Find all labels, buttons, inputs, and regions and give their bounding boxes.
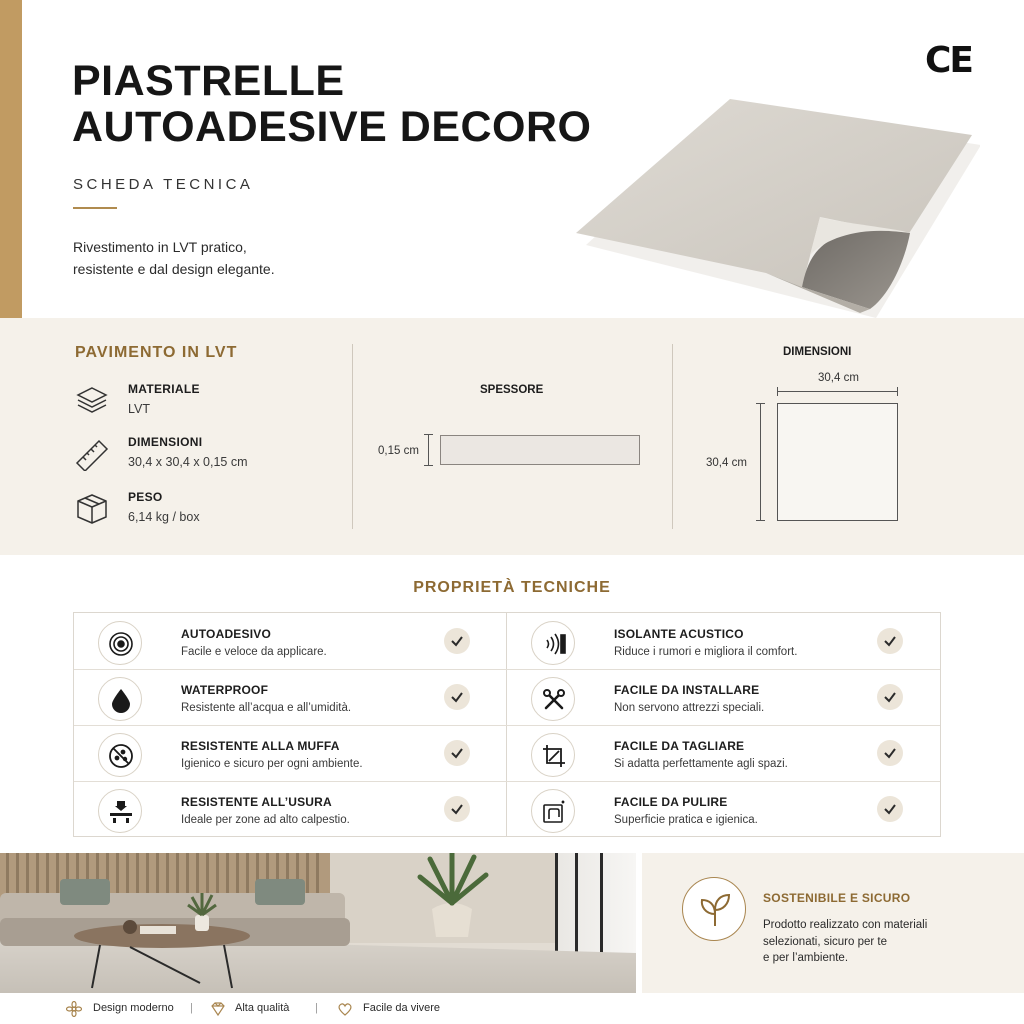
properties-title: PROPRIETÀ TECNICHE xyxy=(413,579,611,596)
ruler-icon xyxy=(75,437,109,471)
check-icon xyxy=(883,634,897,648)
property-check xyxy=(444,796,470,822)
property-item xyxy=(507,669,939,725)
living-room-illustration xyxy=(0,853,636,993)
property-name: RESISTENTE ALL’USURA xyxy=(181,795,332,809)
dimension-height-label: 30,4 cm xyxy=(706,457,747,469)
footer-separator: | xyxy=(190,1002,193,1014)
page-title xyxy=(72,58,592,150)
tile-product-illustration xyxy=(570,95,980,320)
property-desc: Si adatta perfettamente agli spazi. xyxy=(614,758,788,770)
interior-photo xyxy=(0,853,636,993)
property-item xyxy=(507,781,939,837)
wear-resistance-icon xyxy=(108,799,134,825)
property-check xyxy=(877,684,903,710)
property-desc: Ideale per zone ad alto calpestio. xyxy=(181,814,350,826)
width-cap-right xyxy=(897,387,898,396)
height-cap-bottom xyxy=(756,520,765,521)
spec-divider xyxy=(352,344,353,529)
property-icon-circle xyxy=(98,733,142,777)
check-icon xyxy=(450,746,464,760)
property-desc: Non servono attrezzi speciali. xyxy=(614,702,765,714)
spec-value: 30,4 x 30,4 x 0,15 cm xyxy=(128,455,248,469)
property-desc: Superficie pratica e igienica. xyxy=(614,814,758,826)
property-name: WATERPROOF xyxy=(181,683,269,697)
width-cap-left xyxy=(777,387,778,396)
dimensions-title: DIMENSIONI xyxy=(783,346,852,358)
property-item xyxy=(507,613,939,669)
accent-bar xyxy=(0,0,22,318)
eco-icon-circle xyxy=(682,877,746,941)
adhesive-target-icon xyxy=(108,631,134,657)
tile-square-drawing xyxy=(777,403,898,521)
crop-icon xyxy=(541,743,567,769)
height-cap-top xyxy=(756,403,765,404)
height-dimension-line xyxy=(760,403,761,521)
spec-divider xyxy=(672,344,673,529)
property-icon-circle xyxy=(531,789,575,833)
property-item xyxy=(74,781,506,837)
flower-icon xyxy=(66,1001,82,1017)
footer-item-living: Facile da vivere xyxy=(363,1002,441,1014)
property-desc: Facile e veloce da applicare. xyxy=(181,646,327,658)
spec-section xyxy=(0,318,1024,555)
check-icon xyxy=(883,802,897,816)
property-name: RESISTENTE ALLA MUFFA xyxy=(181,739,340,753)
dimension-width-label: 30,4 cm xyxy=(818,372,859,384)
footer-bar xyxy=(0,993,1024,1024)
thickness-profile-drawing xyxy=(440,435,640,465)
property-item xyxy=(507,725,939,781)
property-icon-circle xyxy=(531,733,575,777)
spec-material xyxy=(75,382,335,426)
thickness-title: SPESSORE xyxy=(480,384,544,396)
no-mold-icon xyxy=(108,743,134,769)
property-item xyxy=(74,613,506,669)
eco-line-2: selezionati, sicuro per te xyxy=(763,935,888,948)
property-check xyxy=(444,684,470,710)
page-subtitle: SCHEDA TECNICA xyxy=(73,176,254,193)
check-icon xyxy=(450,802,464,816)
spec-weight xyxy=(75,490,335,534)
spec-dimensions xyxy=(75,435,335,479)
heart-icon xyxy=(337,1001,353,1017)
check-icon xyxy=(883,690,897,704)
sound-wave-icon xyxy=(541,631,567,657)
sustainability-panel xyxy=(642,853,1024,993)
properties-grid xyxy=(73,612,941,837)
footer-item-quality: Alta qualità xyxy=(235,1002,290,1014)
diamond-icon xyxy=(210,1001,226,1017)
property-icon-circle xyxy=(531,677,575,721)
intro-text xyxy=(73,236,353,281)
property-check xyxy=(444,740,470,766)
property-icon-circle xyxy=(98,621,142,665)
leaf-icon xyxy=(697,892,733,928)
property-name: FACILE DA INSTALLARE xyxy=(614,683,760,697)
hero-section xyxy=(0,0,1024,318)
eco-line-1: Prodotto realizzato con materiali xyxy=(763,919,928,931)
spec-heading: PAVIMENTO IN LVT xyxy=(75,344,238,361)
title-line-2: AUTOADESIVE DECORO xyxy=(72,103,592,151)
eco-line-3: e per l’ambiente. xyxy=(763,952,849,965)
intro-line-1: Rivestimento in LVT pratico, xyxy=(73,239,247,255)
title-line-1: PIASTRELLE xyxy=(72,57,345,105)
check-icon xyxy=(450,634,464,648)
eco-title: SOSTENIBILE E SICURO xyxy=(763,891,911,905)
check-icon xyxy=(450,690,464,704)
property-name: FACILE DA PULIRE xyxy=(614,795,728,809)
check-icon xyxy=(883,746,897,760)
property-check xyxy=(444,628,470,654)
thickness-cap-top xyxy=(424,434,433,435)
property-name: ISOLANTE ACUSTICO xyxy=(614,627,744,641)
spec-value: 6,14 kg / box xyxy=(128,510,200,524)
spec-label: PESO xyxy=(128,490,163,504)
spec-value: LVT xyxy=(128,402,150,416)
tools-icon xyxy=(541,687,567,713)
property-icon-circle xyxy=(98,677,142,721)
layers-icon xyxy=(75,384,109,418)
property-desc: Riduce i rumori e migliora il comfort. xyxy=(614,646,798,658)
ce-certification-mark: CE xyxy=(925,40,973,81)
property-icon-circle xyxy=(531,621,575,665)
thickness-value: 0,15 cm xyxy=(378,445,419,457)
thickness-cap-bottom xyxy=(424,465,433,466)
box-icon xyxy=(75,492,109,526)
thickness-dimension-line xyxy=(428,434,429,466)
property-desc: Resistente all’acqua e all’umidità. xyxy=(181,702,352,714)
spec-label: MATERIALE xyxy=(128,382,200,396)
title-divider xyxy=(73,207,117,209)
property-check xyxy=(877,796,903,822)
footer-item-design: Design moderno xyxy=(93,1002,174,1014)
cleaning-icon xyxy=(541,799,567,825)
water-drop-icon xyxy=(108,687,134,713)
property-icon-circle xyxy=(98,789,142,833)
spec-label: DIMENSIONI xyxy=(128,435,203,449)
eco-text xyxy=(763,917,1003,967)
width-dimension-line xyxy=(777,391,898,392)
property-name: AUTOADESIVO xyxy=(181,627,271,641)
property-item xyxy=(74,725,506,781)
property-item xyxy=(74,669,506,725)
property-desc: Igienico e sicuro per ogni ambiente. xyxy=(181,758,363,770)
property-name: FACILE DA TAGLIARE xyxy=(614,739,745,753)
footer-separator: | xyxy=(315,1002,318,1014)
property-check xyxy=(877,628,903,654)
intro-line-2: resistente e dal design elegante. xyxy=(73,261,275,278)
property-check xyxy=(877,740,903,766)
